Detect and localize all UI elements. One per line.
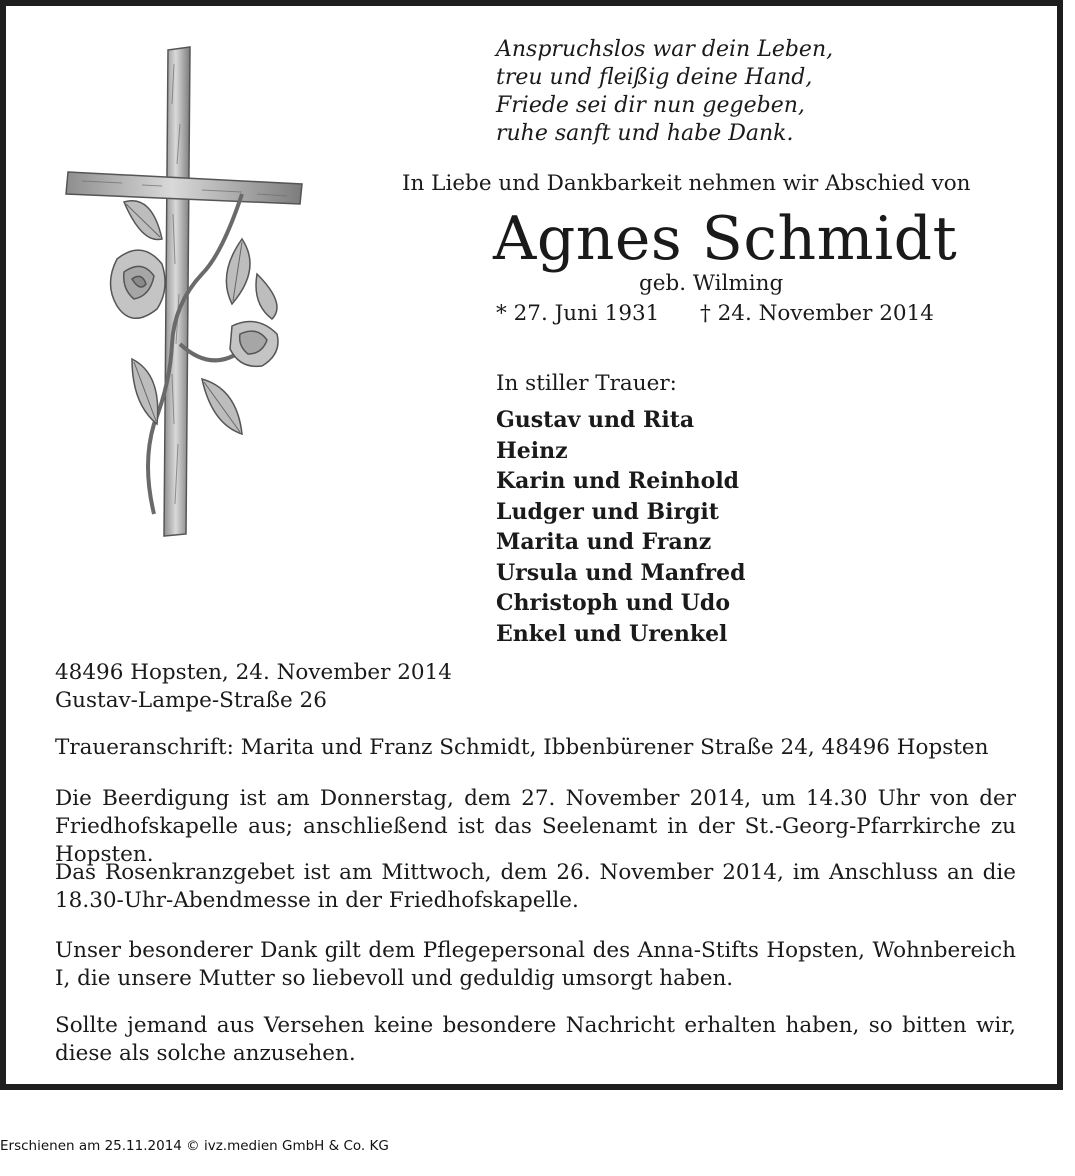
notice-disclaimer: Sollte jemand aus Versehen keine besondere Nachricht erhalten haben, so bitten wir, diese als solche anzusehen. xyxy=(55,1013,1016,1066)
mourners-label: In stiller Trauer: xyxy=(496,371,677,396)
poem-line: Friede sei dir nun gegeben, xyxy=(496,93,805,118)
deceased-name: Agnes Schmidt xyxy=(493,204,958,274)
rosary-info: Das Rosenkranzgebet ist am Mittwoch, dem 26. November 2014, im Anschluss an die 18.30-Uhr-Abendmesse in der Friedhofskapelle. xyxy=(55,860,1016,913)
poem xyxy=(496,36,833,148)
mourner-item: Ludger und Birgit xyxy=(496,498,719,525)
mourner-item: Ursula und Manfred xyxy=(496,559,746,586)
mourner-item: Gustav und Rita xyxy=(496,407,695,433)
funeral-info: Die Beerdigung ist am Donnerstag, dem 27. November 2014, um 14.30 Uhr von der Friedhofskapelle aus; anschließend ist das Seelenamt in der St.-Georg-Pfarrkirche zu Hopsten. xyxy=(55,786,1016,867)
place-and-address xyxy=(55,659,452,715)
farewell-intro: In Liebe und Dankbarkeit nehmen wir Abschied von xyxy=(402,171,971,196)
death-date: † 24. November 2014 xyxy=(700,301,934,326)
poem-line: ruhe sanft und habe Dank. xyxy=(496,121,794,146)
mourner-item: Karin und Reinhold xyxy=(496,468,740,494)
mourner-item: Enkel und Urenkel xyxy=(496,620,728,647)
mourner-item: Heinz xyxy=(496,437,568,464)
mourner-item: Marita und Franz xyxy=(496,529,712,555)
poem-line: Anspruchslos war dein Leben, xyxy=(496,37,834,62)
publication-footer: Erschienen am 25.11.2014 © ivz.medien GmbH & Co. KG xyxy=(0,1138,389,1154)
mourner-item: Christoph und Udo xyxy=(496,590,730,616)
street-address: Gustav-Lampe-Straße 26 xyxy=(55,688,327,713)
place-date: 48496 Hopsten, 24. November 2014 xyxy=(55,660,452,685)
maiden-name: geb. Wilming xyxy=(639,271,784,296)
poem-line: treu und fleißig deine Hand, xyxy=(496,65,813,90)
mourners-list xyxy=(496,405,746,649)
birth-date: * 27. Juni 1931 xyxy=(496,301,660,326)
cross-with-roses-icon xyxy=(62,44,312,540)
mourning-address: Traueranschrift: Marita und Franz Schmidt, Ibbenbürener Straße 24, 48496 Hopsten xyxy=(55,735,989,760)
thanks-note: Unser besonderer Dank gilt dem Pflegepersonal des Anna-Stifts Hopsten, Wohnbereich I, die unsere Mutter so liebevoll und geduldig umsorgt haben. xyxy=(55,938,1016,991)
